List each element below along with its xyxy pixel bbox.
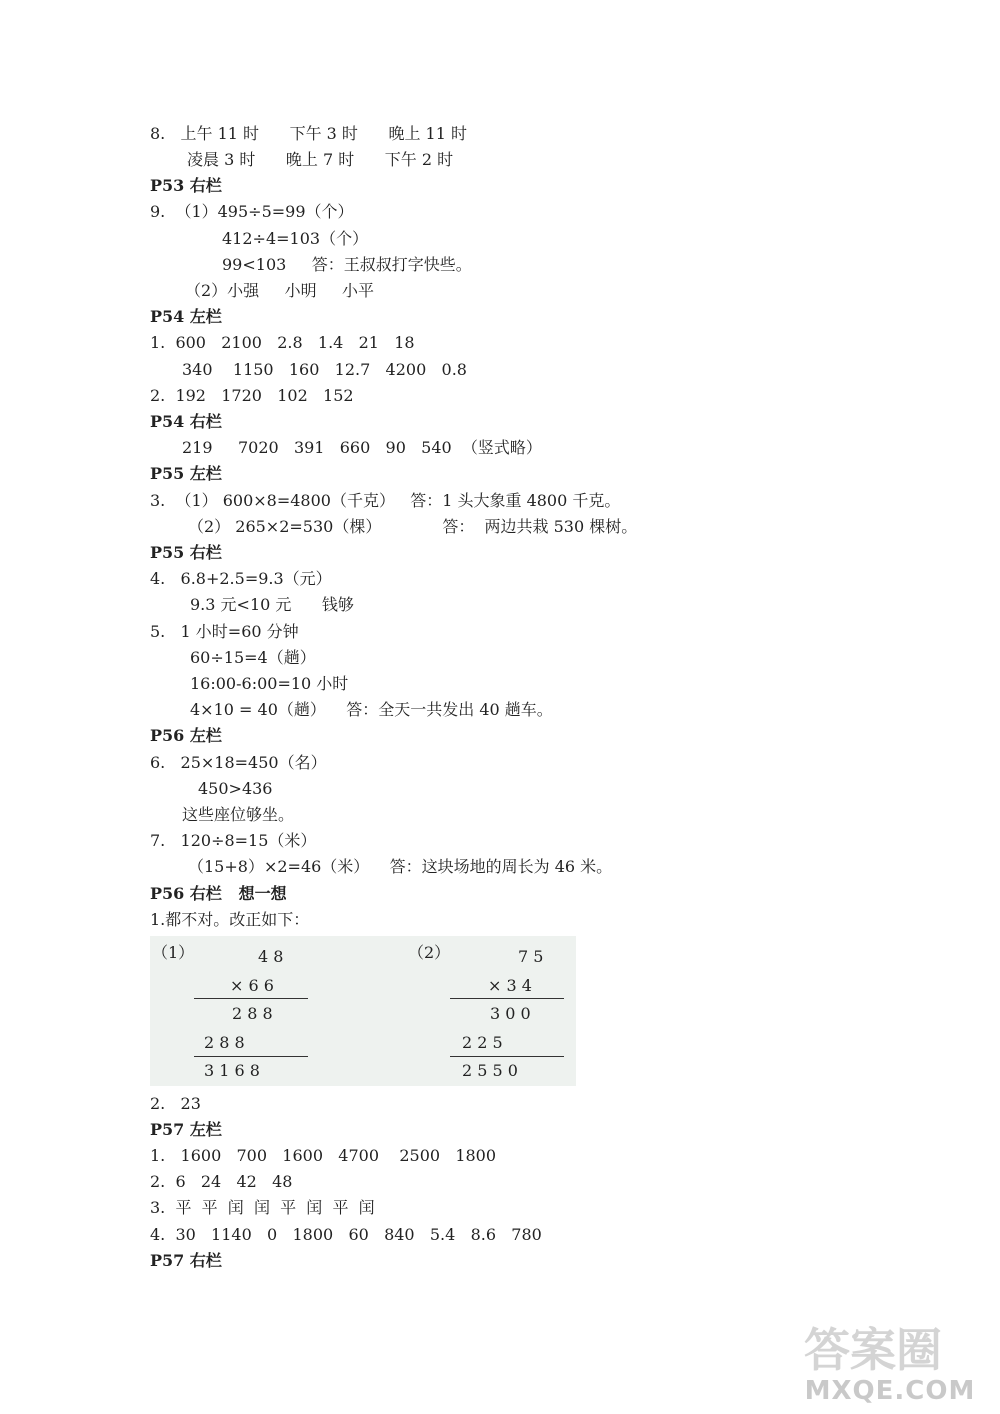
watermark-emblem-icon: 答案圈 — [804, 1323, 942, 1377]
text-line: 8. 上午 11 时 下午 3 时 晚上 11 时 — [150, 124, 467, 143]
text-line: 凌晨 3 时 晚上 7 时 下午 2 时 — [187, 150, 454, 169]
section-heading: P55 右栏 — [150, 543, 222, 562]
rule-line — [194, 1056, 308, 1057]
section-heading: P54 右栏 — [150, 412, 222, 431]
text-line: 2. 192 1720 102 152 — [150, 386, 354, 405]
text-line: 3. 平 平 闰 闰 平 闰 平 闰 — [150, 1198, 375, 1217]
text-line: （2） 265×2=530（棵） 答： 两边共栽 530 棵树。 — [188, 517, 638, 536]
product-result: 2 5 5 0 — [462, 1061, 518, 1080]
multiplier: × 6 6 — [230, 976, 274, 995]
text-line: 2. 6 24 42 48 — [150, 1172, 293, 1191]
section-heading: P56 右栏 想一想 — [150, 884, 287, 903]
text-line: 1. 600 2100 2.8 1.4 21 18 — [150, 333, 415, 352]
section-heading: P57 左栏 — [150, 1120, 222, 1139]
text-line: （15+8）×2=46（米） 答：这块场地的周长为 46 米。 — [188, 857, 613, 876]
multiplier: × 3 4 — [488, 976, 532, 995]
text-line: 340 1150 160 12.7 4200 0.8 — [182, 360, 467, 379]
partial-product: 2 8 8 — [204, 1033, 245, 1052]
text-line: 4. 30 1140 0 1800 60 840 5.4 8.6 780 — [150, 1225, 542, 1244]
text-line: 3. （1） 600×8=4800（千克） 答：1 头大象重 4800 千克。 — [150, 491, 621, 510]
text-line: 60÷15=4（趟） — [190, 648, 316, 667]
problem-label: （1） — [152, 943, 195, 962]
watermark-logo — [790, 1306, 990, 1406]
problem-label: （2） — [408, 943, 451, 962]
text-line: 1. 1600 700 1600 4700 2500 1800 — [150, 1146, 497, 1165]
text-line: 1.都不对。改正如下： — [150, 910, 310, 929]
text-line: 412÷4=103（个） — [222, 229, 369, 248]
section-heading: P54 左栏 — [150, 307, 222, 326]
rule-line — [450, 998, 564, 999]
section-heading: P56 左栏 — [150, 726, 222, 745]
rule-line — [450, 1056, 564, 1057]
partial-product: 3 0 0 — [490, 1004, 531, 1023]
text-line: 5. 1 小时=60 分钟 — [150, 622, 299, 641]
multiplication-panel — [150, 936, 576, 1086]
watermark-text: MXQE.COM — [804, 1376, 976, 1406]
section-heading: P53 右栏 — [150, 176, 222, 195]
multiplicand: 7 5 — [518, 947, 544, 966]
text-line: 9. （1）495÷5=99（个） — [150, 202, 354, 221]
text-line: 450>436 — [198, 779, 273, 798]
text-line: 9.3 元<10 元 钱够 — [190, 595, 354, 614]
text-line: 2. 23 — [150, 1094, 201, 1113]
text-line: 16:00-6:00=10 小时 — [190, 674, 349, 693]
text-line: 99<103 答：王叔叔打字快些。 — [222, 255, 472, 274]
partial-product: 2 8 8 — [232, 1004, 273, 1023]
rule-line — [194, 998, 308, 999]
text-line: 4. 6.8+2.5=9.3（元） — [150, 569, 332, 588]
text-line: 6. 25×18=450（名） — [150, 753, 327, 772]
multiplicand: 4 8 — [258, 947, 284, 966]
section-heading: P57 右栏 — [150, 1251, 222, 1270]
text-line: 7. 120÷8=15（米） — [150, 831, 317, 850]
partial-product: 2 2 5 — [462, 1033, 503, 1052]
section-heading: P55 左栏 — [150, 464, 222, 483]
text-line: （2）小强 小明 小平 — [185, 281, 375, 300]
text-line: 4×10 = 40（趟） 答：全天一共发出 40 趟车。 — [190, 700, 553, 719]
text-line: 219 7020 391 660 90 540 （竖式略） — [182, 438, 542, 457]
product-result: 3 1 6 8 — [204, 1061, 260, 1080]
text-line: 这些座位够坐。 — [182, 805, 295, 824]
